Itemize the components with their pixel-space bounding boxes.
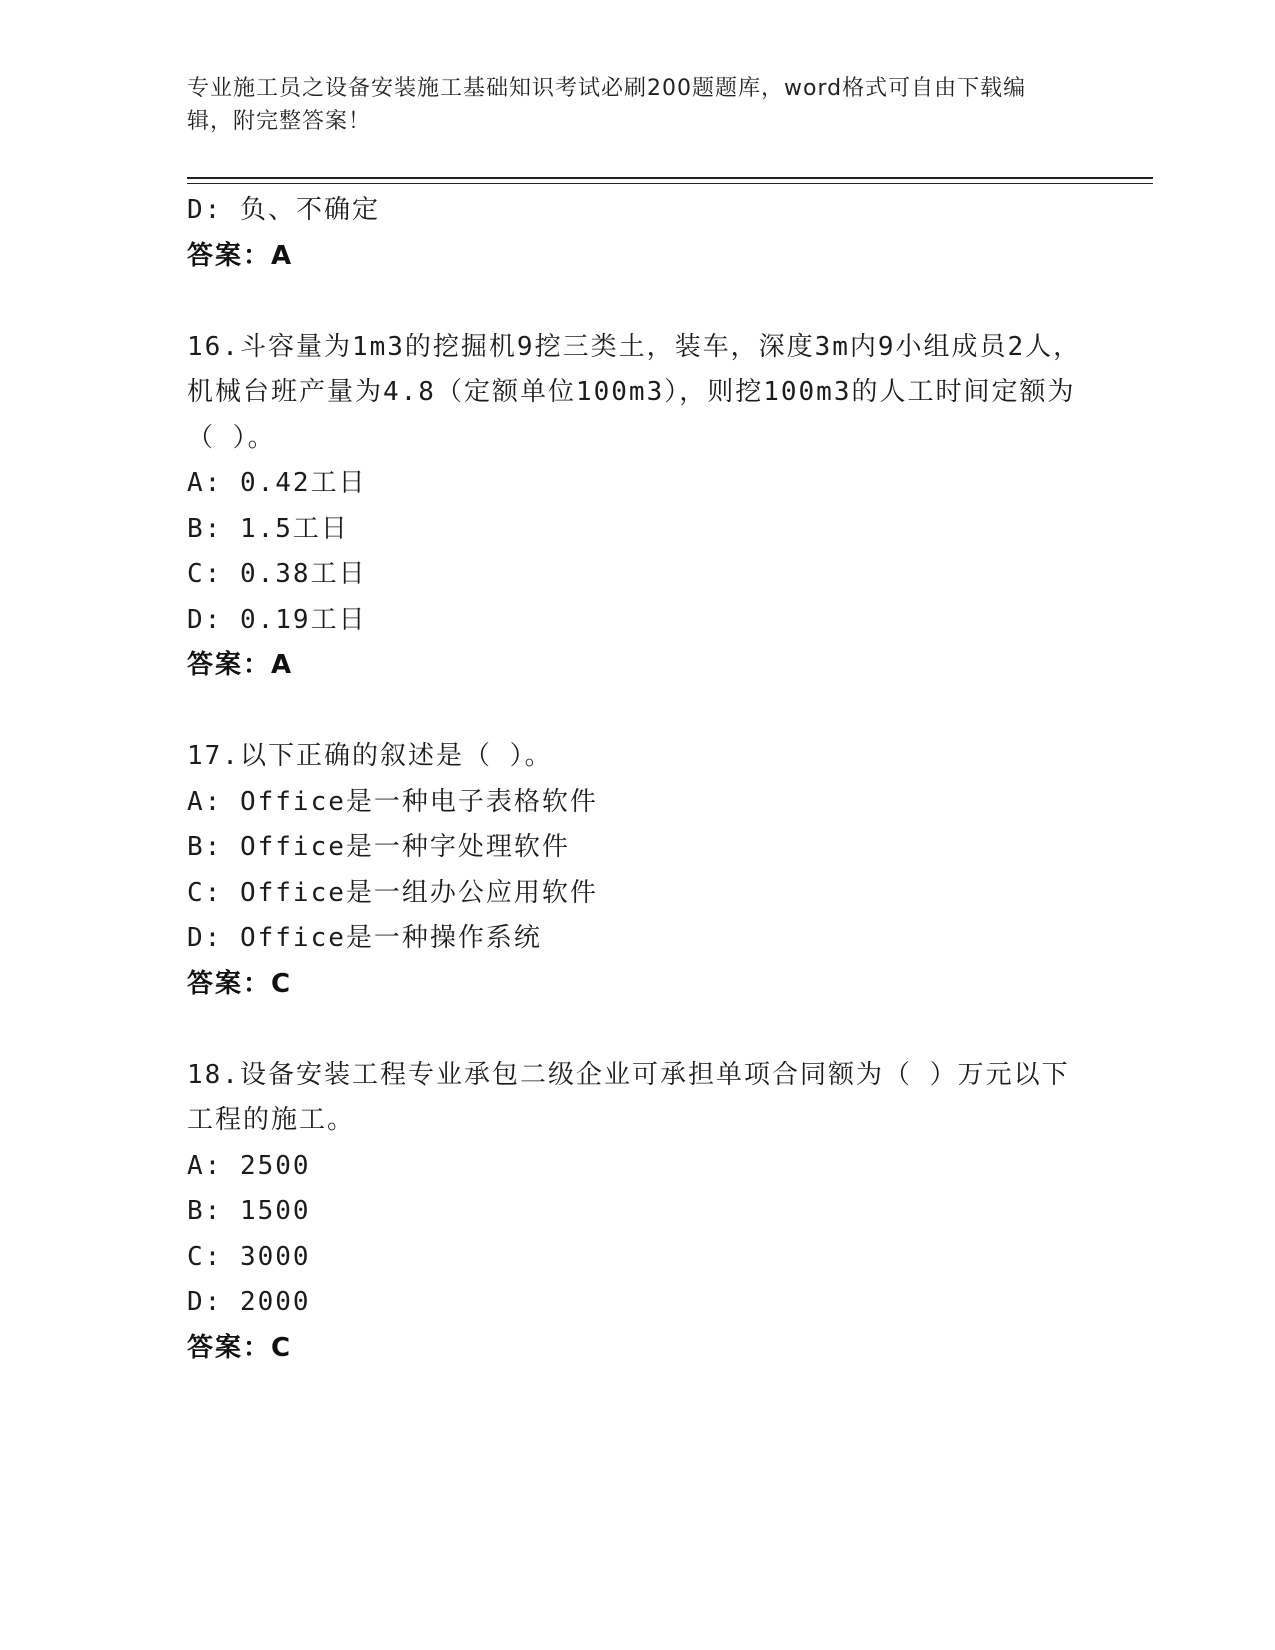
header-divider [187, 177, 1153, 179]
question-16 [187, 325, 1087, 689]
question-stem: 17.以下正确的叙述是（ ）。 [187, 741, 553, 771]
question-18 [187, 1053, 1087, 1372]
option-d: D: 0.19工日 [187, 604, 367, 635]
option-a: A: 2500 [187, 1150, 311, 1181]
page-header-title: 专业施工员之设备安装施工基础知识考试必刷200题题库，word格式可自由下载编辑，附完整答案！ [187, 76, 1027, 134]
header-divider-thin [187, 183, 1153, 184]
option-a: A: 0.42工日 [187, 468, 367, 498]
option-a: A: Office是一种电子表格软件 [187, 786, 598, 817]
question-stem: 18.设备安装工程专业承包二级企业可承担单项合同额为（ ）万元以下工程的施工。 [187, 1059, 1070, 1135]
option-c: C: 0.38工日 [187, 559, 367, 589]
option-b: B: Office是一种字处理软件 [187, 832, 570, 862]
option-c: C: 3000 [187, 1241, 311, 1272]
option-b: B: 1500 [187, 1196, 311, 1226]
option-d: D: Office是一种操作系统 [187, 923, 542, 953]
prev-answer: 答案：A [187, 240, 294, 271]
question-stem: 16.斗容量为1m3的挖掘机9挖三类土，装车，深度3m内9小组成员2人，机械台班产量为4.8（定额单位100m3），则挖100m3的人工时间定额为（ ）。 [187, 331, 1082, 453]
question-content [187, 188, 1087, 1371]
answer: 答案：A [187, 650, 294, 680]
answer: 答案：C [187, 968, 293, 999]
option-b: B: 1.5工日 [187, 513, 349, 544]
option-d: D: 2000 [187, 1287, 311, 1317]
prev-option-d: D: 负、不确定 [187, 195, 380, 225]
option-c: C: Office是一组办公应用软件 [187, 877, 598, 908]
answer: 答案：C [187, 1332, 293, 1363]
question-17 [187, 734, 1087, 1007]
